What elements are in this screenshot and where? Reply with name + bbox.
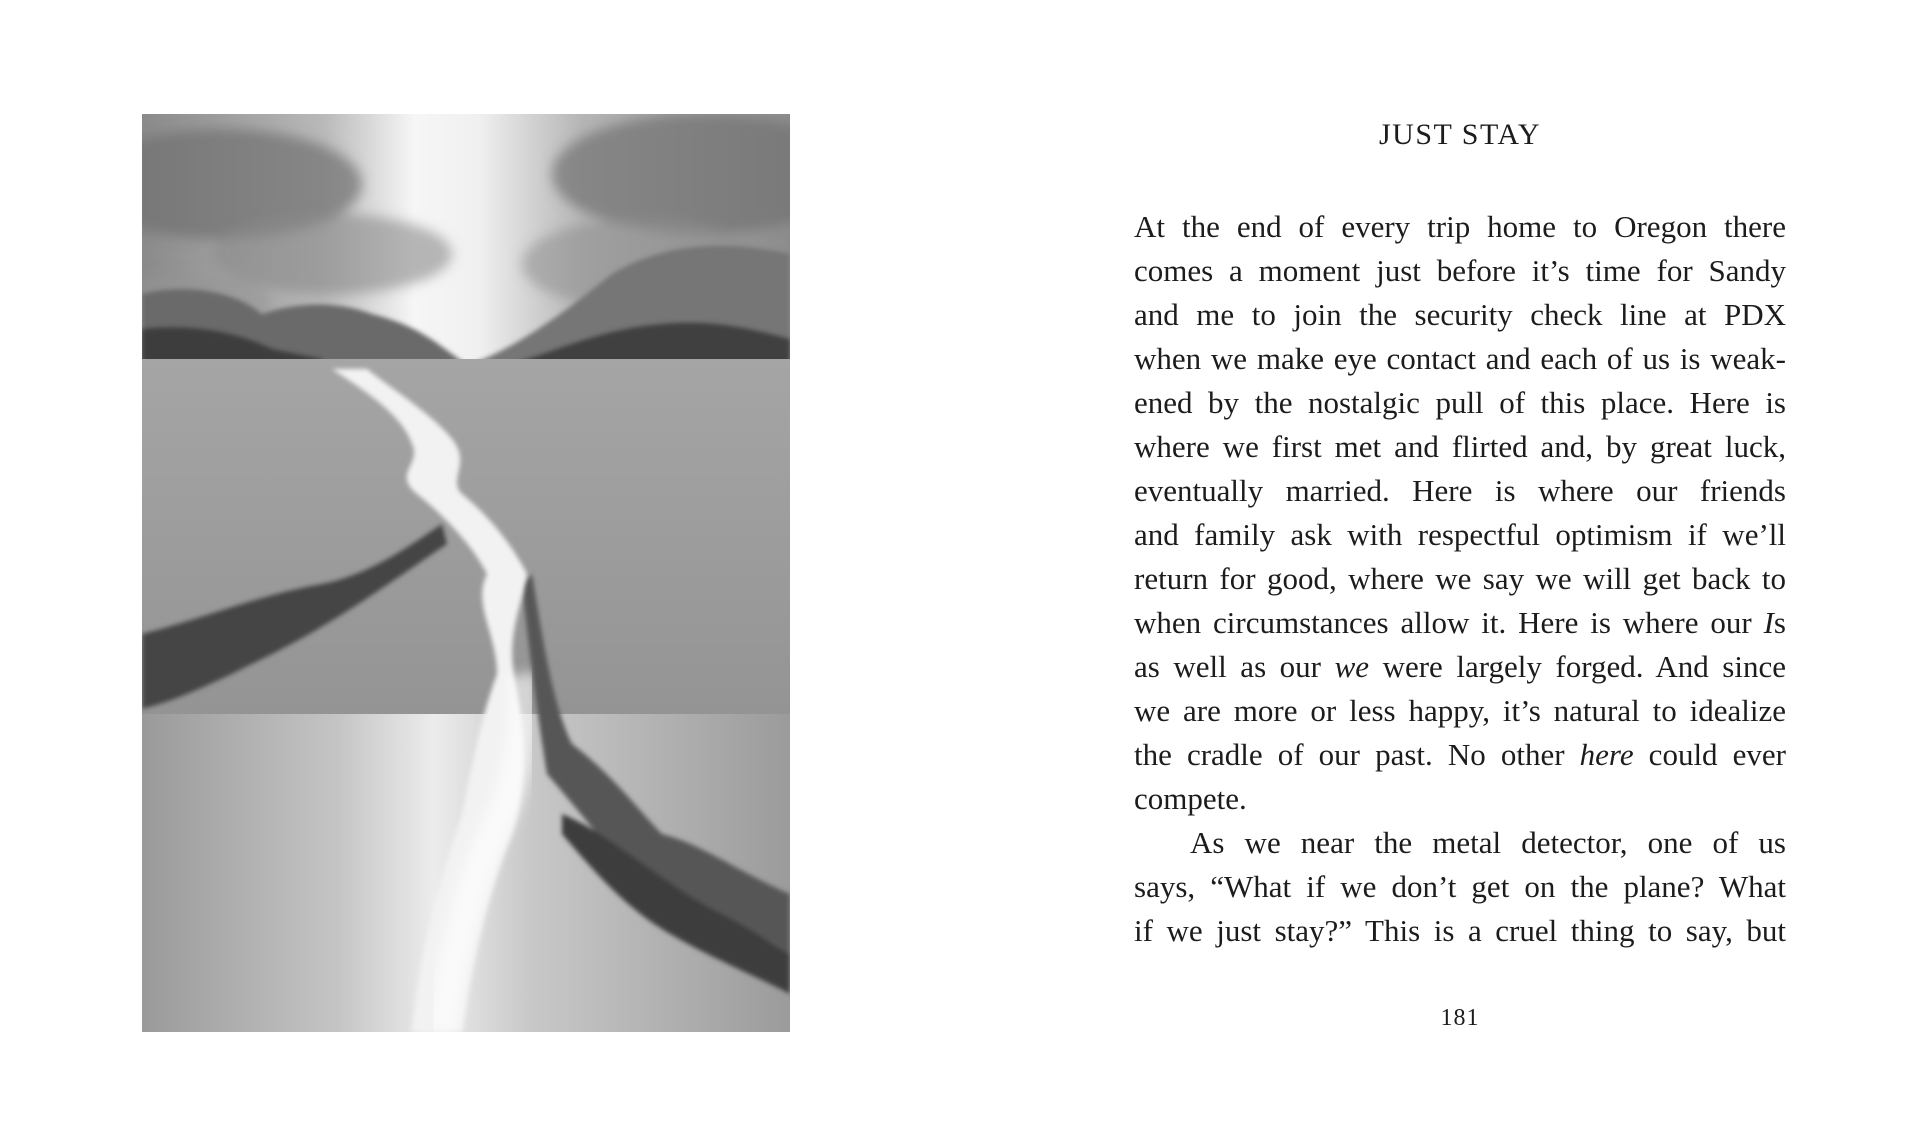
text-segment: were largely forged. And since	[1369, 649, 1786, 684]
text-segment: ened by the nostalgic pull of this place. Here is	[1134, 385, 1786, 420]
text-segment: comes a moment just before it’s time for Sandy	[1134, 253, 1786, 288]
text-segment: As we near the metal detector, one of us	[1190, 825, 1786, 860]
text-line	[1134, 337, 1786, 381]
text-line	[1134, 689, 1786, 733]
watercolor-illustration	[142, 114, 790, 1032]
text-line	[1134, 865, 1786, 909]
page-number: 181	[1440, 1005, 1480, 1031]
text-segment: we are more or less happy, it’s natural to idealize	[1134, 693, 1786, 728]
italic-word: I	[1763, 605, 1774, 640]
text-segment: when circumstances allow it. Here is where our	[1134, 605, 1764, 640]
text-page	[1134, 0, 1786, 1129]
text-segment: if we just stay?” This is a cruel thing to say, but	[1134, 913, 1786, 948]
text-segment: eventually married. Here is where our friends	[1134, 473, 1786, 508]
text-segment: where we first met and flirted and, by great luck,	[1134, 429, 1786, 464]
chapter-title: JUST STAY	[1379, 118, 1541, 151]
italic-word: we	[1334, 649, 1370, 684]
text-line	[1134, 249, 1786, 293]
text-segment: s	[1773, 605, 1786, 640]
text-line	[1134, 557, 1786, 601]
text-line	[1134, 469, 1786, 513]
text-line	[1134, 645, 1786, 689]
italic-word: here	[1579, 737, 1634, 772]
text-line	[1134, 909, 1786, 953]
text-line	[1134, 293, 1786, 337]
text-line	[1134, 777, 1786, 821]
text-segment: At the end of every trip home to Oregon there	[1134, 209, 1786, 244]
river-landscape-icon	[142, 114, 790, 1032]
text-segment: return for good, where we say we will get back to	[1134, 561, 1786, 596]
text-line	[1134, 821, 1786, 865]
text-segment: the cradle of our past. No other	[1134, 737, 1580, 772]
text-segment: and family ask with respectful optimism if we’ll	[1134, 517, 1786, 552]
text-line	[1134, 205, 1786, 249]
text-segment: and me to join the security check line at PDX	[1134, 297, 1786, 332]
body-text	[1134, 205, 1786, 953]
text-segment: as well as our	[1134, 649, 1335, 684]
text-segment: could ever	[1633, 737, 1786, 772]
text-line	[1134, 733, 1786, 777]
text-segment: when we make eye contact and each of us is weak-	[1134, 341, 1786, 376]
text-line	[1134, 381, 1786, 425]
text-segment: compete.	[1134, 781, 1247, 816]
text-line	[1134, 513, 1786, 557]
text-segment: says, “What if we don’t get on the plane? What	[1134, 869, 1786, 904]
text-line	[1134, 425, 1786, 469]
text-line	[1134, 601, 1786, 645]
